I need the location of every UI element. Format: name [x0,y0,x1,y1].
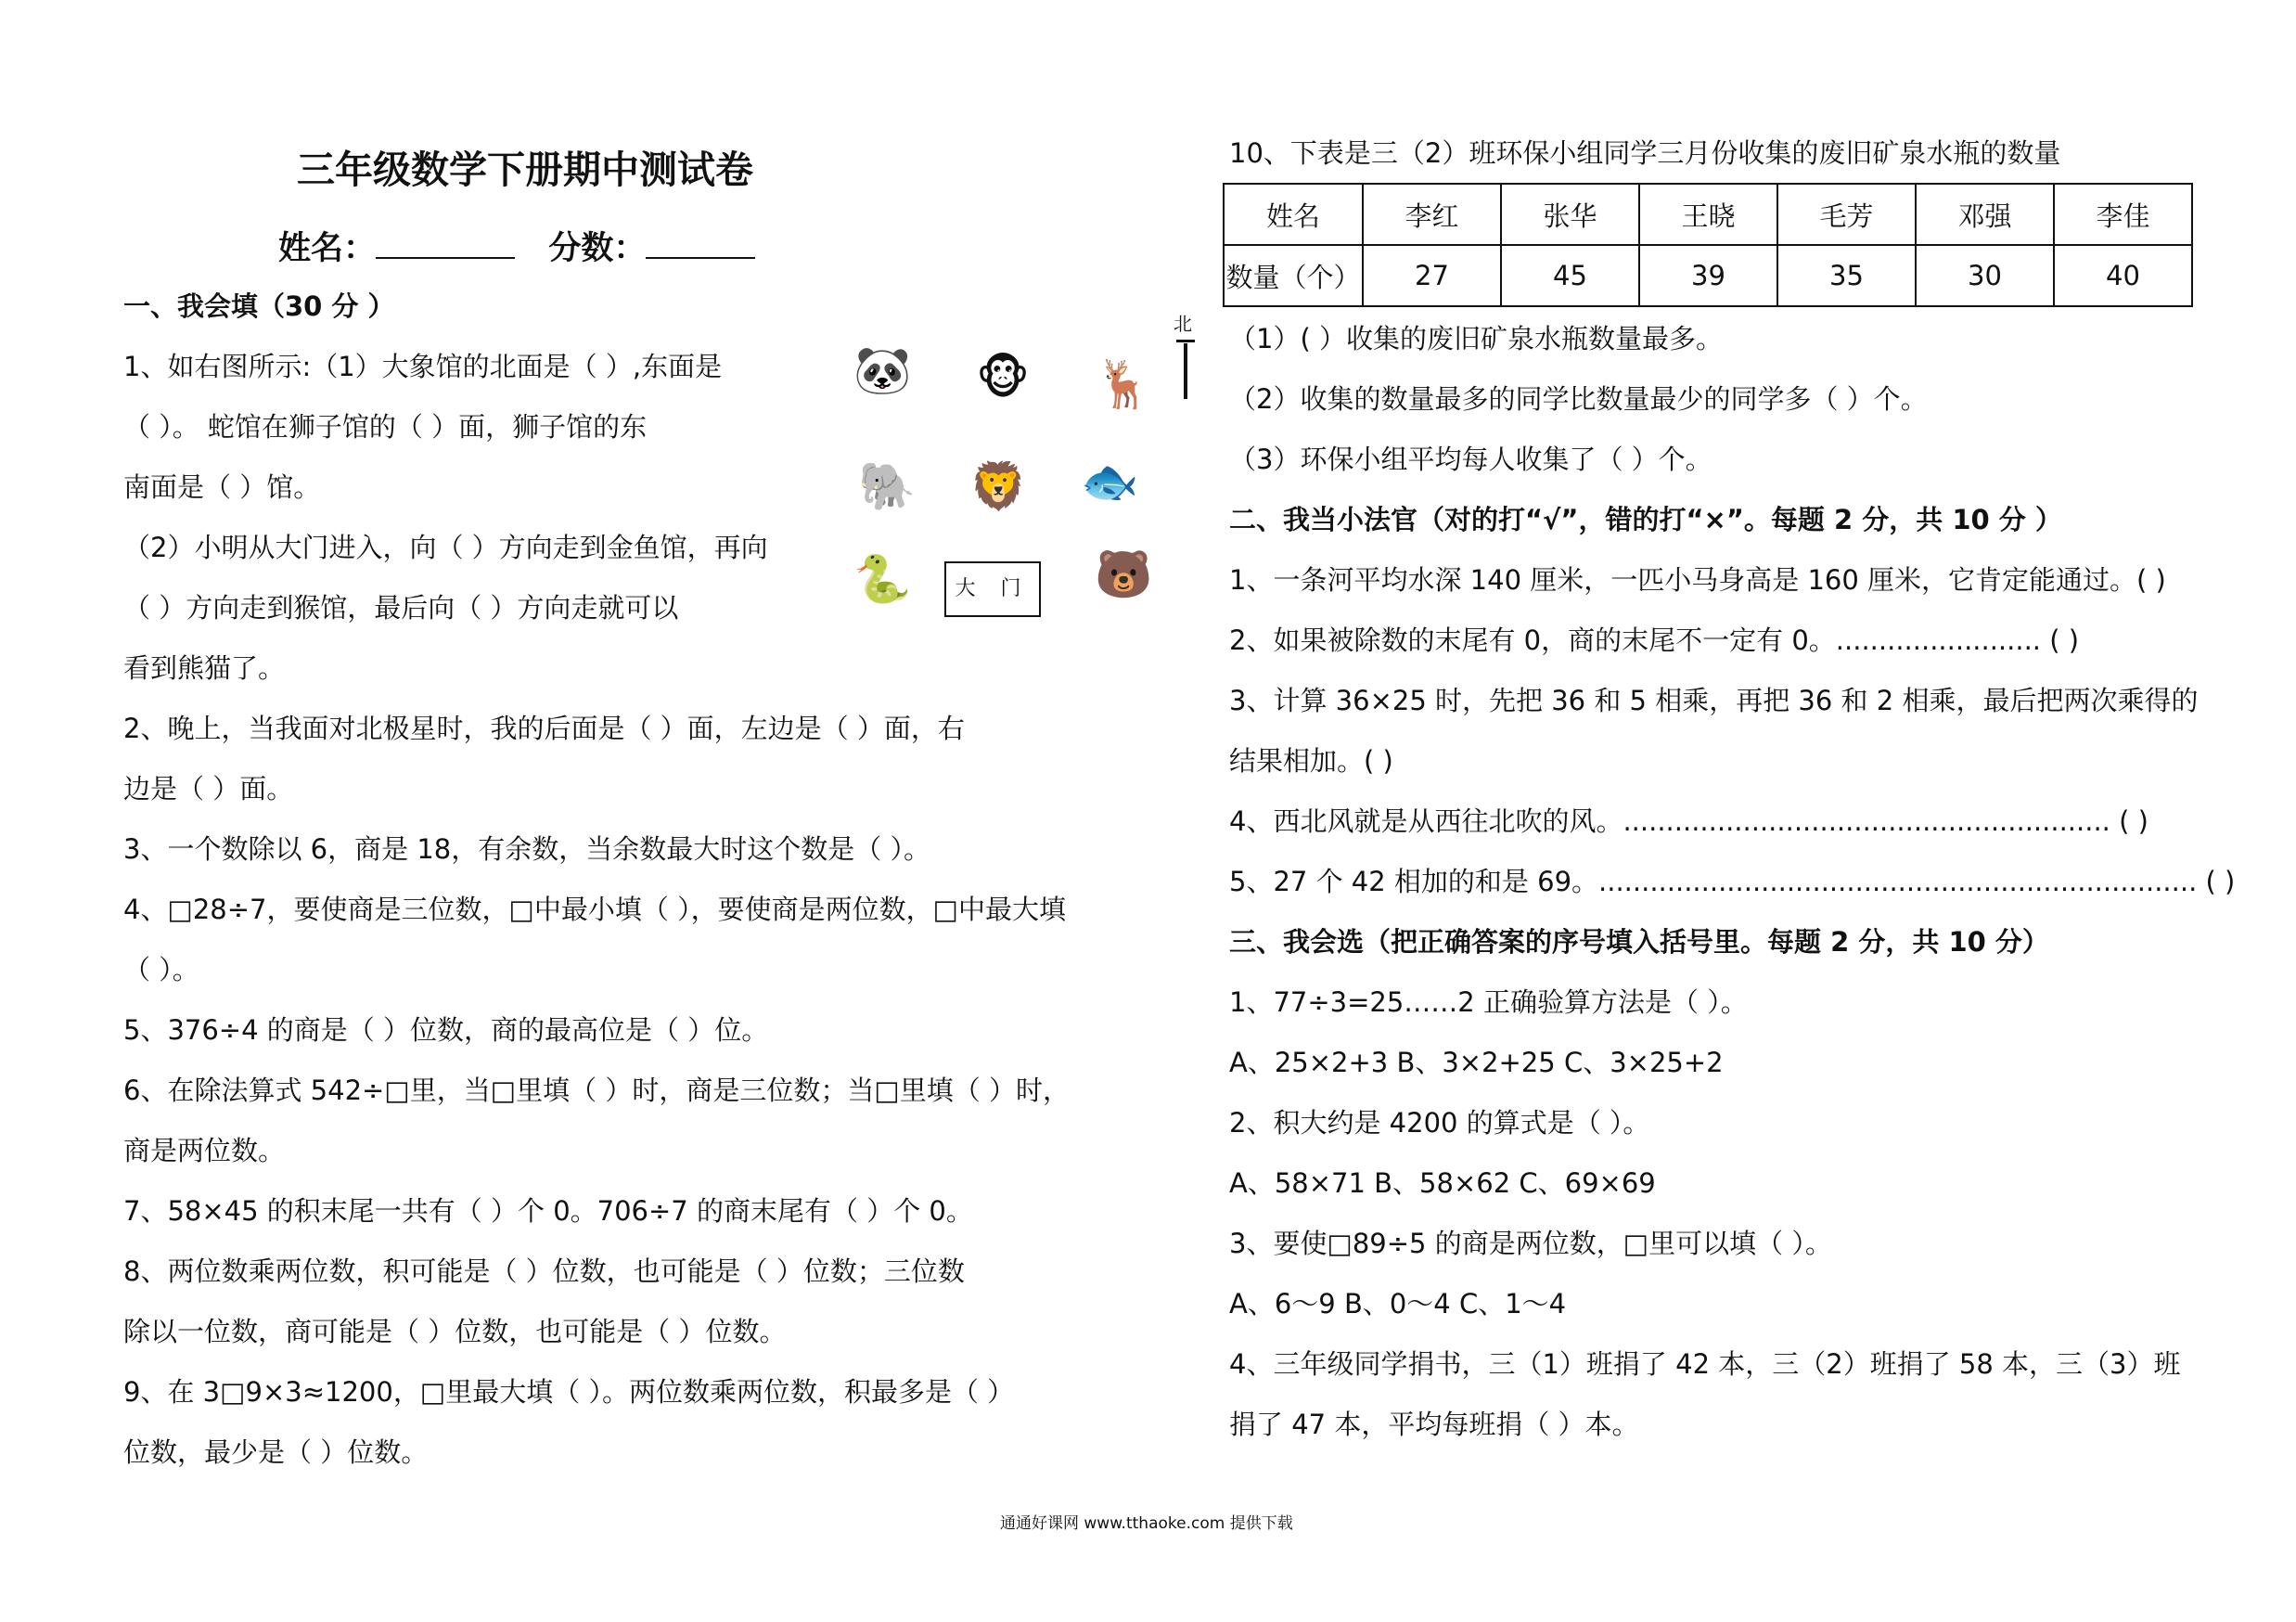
elephant-icon: 🐘 [858,459,917,513]
left-line: 2、晚上，当我面对北极星时，我的后面是（ ）面，左边是（ ）面，右 [123,713,965,744]
question-10: 10、下表是三（2）班环保小组同学三月份收集的废旧矿泉水瓶的数量 [1229,137,2061,169]
right-line: 3、计算 36×25 时，先把 36 和 5 相乘，再把 36 和 2 相乘，最后把两次乘得的 [1229,685,2199,716]
table-cell: 王晓 [1639,184,1777,245]
bottle-count-table [1223,183,2193,307]
left-line: 1、如右图所示:（1）大象馆的北面是（ ）,东面是 [123,351,723,382]
right-line: （1）( ）收集的废旧矿泉水瓶数量最多。 [1229,323,1723,354]
left-line: 位数，最少是（ ）位数。 [123,1436,429,1468]
score-label: 分数： [548,230,647,267]
north-label: 北 [1174,313,1192,335]
name-label: 姓名： [278,230,377,267]
table-cell: 40 [2054,245,2192,306]
left-line: 看到熊猫了。 [123,652,286,684]
left-line: 7、58×45 的积末尾一共有（ ）个 0。706÷7 的商末尾有（ ）个 0。 [123,1195,973,1227]
left-line: （ ）。 [123,954,199,985]
table-cell: 姓名 [1224,184,1363,245]
table-cell: 30 [1916,245,2054,306]
right-line: 2、如果被除数的末尾有 0，商的末尾不一定有 0。........................ ( ) [1229,624,2080,656]
page-title: 三年级数学下册期中测试卷 [297,148,753,192]
footer-credit: 通通好课网 www.tthaoke.com 提供下载 [1000,1514,1293,1533]
right-line: 3、要使□89÷5 的商是两位数，□里可以填（ ）。 [1229,1228,1832,1259]
lion-icon: 🦁 [969,459,1028,513]
section-2-heading: 二、我当小法官（对的打“√”，错的打“×”。每题 2 分，共 10 分 ） [1229,504,2062,535]
deer-icon: 🦌 [1095,357,1153,411]
left-line: （2）小明从大门进入，向（ ）方向走到金鱼馆，再向 [123,532,768,563]
left-line: 9、在 3□9×3≈1200，□里最大填（ ）。两位数乘两位数，积最多是（ ） [123,1376,1015,1408]
right-line: 结果相加。( ) [1229,745,1393,777]
monkey-icon: 🐵 [976,351,1030,405]
table-cell: 45 [1501,245,1639,306]
left-line: 除以一位数，商可能是（ ）位数，也可能是（ ）位数。 [123,1316,787,1347]
bear-icon: 🐻 [1095,547,1153,601]
table-cell: 李佳 [2054,184,2192,245]
right-line: A、58×71 B、58×62 C、69×69 [1229,1167,1656,1199]
right-line: 4、三年级同学捐书，三（1）班捐了 42 本，三（2）班捐了 58 本，三（3）班 [1229,1348,2181,1380]
left-line: 4、□28÷7，要使商是三位数，□中最小填（ ），要使商是两位数，□中最大填 [123,894,1067,925]
table-cell: 39 [1639,245,1777,306]
name-score-row [278,223,755,269]
left-line: （ ）。 蛇馆在狮子馆的（ ）面，狮子馆的东 [123,411,648,443]
left-line: 商是两位数。 [123,1135,286,1166]
right-line: （2）收集的数量最多的同学比数量最少的同学多（ ）个。 [1229,383,1928,415]
right-line: A、6～9 B、0～4 C、1～4 [1229,1288,1567,1319]
right-line: 1、一条河平均水深 140 厘米，一匹小马身高是 160 厘米，它肯定能通过。( ) [1229,564,2166,596]
table-row [1224,184,2192,245]
right-line: 5、27 个 42 相加的和是 69。...................................................................... ( ) [1229,866,2236,897]
panda-icon: 🐼 [853,343,912,397]
section-1-heading: 一、我会填（30 分 ） [123,290,395,322]
table-cell: 数量（个） [1224,245,1363,306]
table-cell: 李红 [1363,184,1501,245]
table-cell: 邓强 [1916,184,2054,245]
north-arrow-icon [1184,343,1187,399]
left-line: 南面是（ ）馆。 [123,471,321,503]
right-line: （3）环保小组平均每人收集了（ ）个。 [1229,444,1712,475]
table-cell: 35 [1777,245,1916,306]
left-line: 6、在除法算式 542÷□里，当□里填（ ）时，商是三位数；当□里填（ ）时， [123,1075,1070,1106]
right-line: 捐了 47 本，平均每班捐（ ）本。 [1229,1409,1639,1440]
section-3-heading: 三、我会选（把正确答案的序号填入括号里。每题 2 分，共 10 分） [1229,926,2049,958]
table-cell: 毛芳 [1777,184,1916,245]
left-line: 8、两位数乘两位数，积可能是（ ）位数，也可能是（ ）位数；三位数 [123,1255,965,1287]
snake-icon: 🐍 [853,552,912,606]
left-line: （ ）方向走到猴馆，最后向（ ）方向走就可以 [123,592,679,624]
left-line: 边是（ ）面。 [123,773,294,805]
name-blank[interactable] [376,229,515,259]
score-blank[interactable] [646,229,755,259]
right-line: 1、77÷3=25……2 正确验算方法是（ ）。 [1229,986,1748,1018]
gate-box: 大 门 [944,561,1041,617]
table-cell: 张华 [1501,184,1639,245]
table-cell: 27 [1363,245,1501,306]
right-line: 4、西北风就是从西往北吹的风。......................................................... ( ) [1229,805,2148,837]
goldfish-icon: 🐟 [1081,455,1139,508]
table-row [1224,245,2192,306]
left-line: 5、376÷4 的商是（ ）位数，商的最高位是（ ）位。 [123,1014,769,1046]
left-line: 3、一个数除以 6，商是 18，有余数，当余数最大时这个数是（ ）。 [123,833,930,865]
right-line: 2、积大约是 4200 的算式是（ ）。 [1229,1107,1650,1139]
right-line: A、25×2+3 B、3×2+25 C、3×25+2 [1229,1047,1724,1078]
